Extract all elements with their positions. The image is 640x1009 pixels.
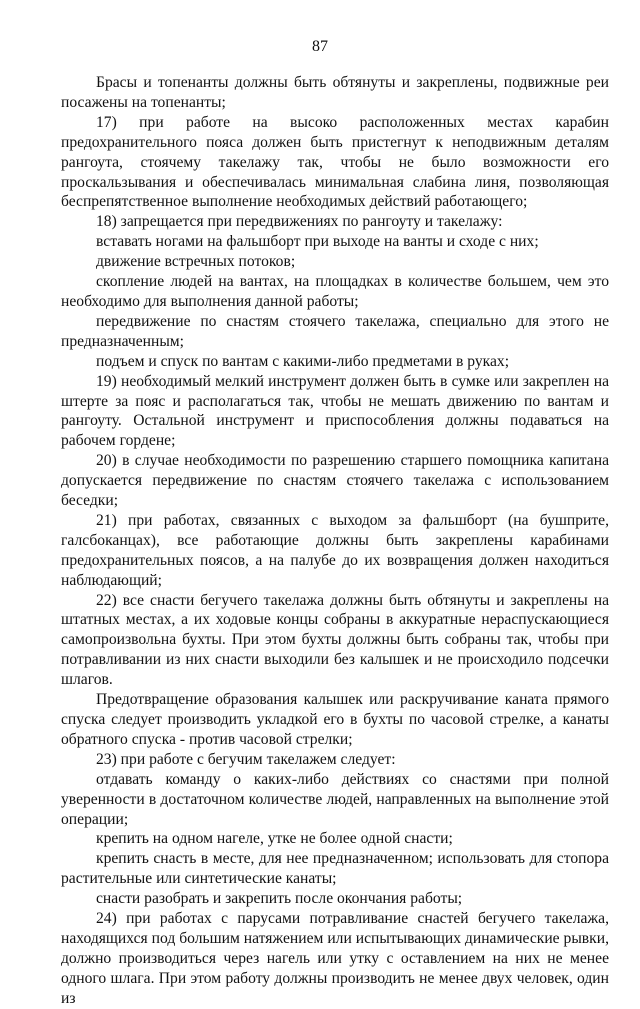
page-number: 87: [312, 38, 328, 55]
body-text: [61, 73, 609, 1009]
paragraph: вставать ногами на фальшборт при выходе на ванты и сходе с них;: [96, 233, 539, 251]
paragraph: 19) необходимый мелкий инструмент должен быть в сумке или закреплен на штерте за пояс и располагаться так, чтобы не мешать движению по вантам и рангоуту. Остальной инструмент и приспособления должны подаваться на рабочем гордене;: [61, 372, 609, 450]
paragraph: 18) запрещается при передвижениях по рангоуту и такелажу:: [96, 213, 503, 231]
paragraph: крепить снасть в месте, для нее предназначенном; использовать для стопора растительные или синтетические канаты;: [61, 850, 609, 888]
paragraph: скопление людей на вантах, на площадках в количестве большем, чем это необходимо для выполнения данной работы;: [61, 273, 609, 310]
paragraph: передвижение по снастям стоячего такелажа, специально для этого не предназначенным;: [61, 312, 609, 350]
paragraph: движение встречных потоков;: [96, 253, 296, 271]
paragraph: крепить на одном нагеле, утке не более одной снасти;: [96, 830, 453, 848]
paragraph: отдавать команду о каких-либо действиях со снастями при полной уверенности в достаточном количестве людей, направленных на выполнение этой операции;: [61, 770, 609, 828]
paragraph: подъем и спуск по вантам с какими-либо предметами в руках;: [96, 352, 510, 370]
paragraph: 23) при работе с бегучим такелажем следует:: [96, 750, 396, 768]
paragraph: 22) все снасти бегучего такелажа должны быть обтянуты и закреплены на штатных местах, а их ходовые концы собраны в аккуратные нераспускающиеся самопроизвольна бухты. При этом бухты должны быть собраны так, чтобы при потравливании из них снасти выходили без калышек и не происходило подсечки шлагов.: [61, 591, 609, 689]
paragraph: 21) при работах, связанных с выходом за фальшборт (на бушприте, галсбоканцах), все работающие должны быть закреплены карабинами предохранительных поясов, а на палубе до их возвращения должен находиться наблюдающий;: [61, 511, 609, 589]
paragraph: Брасы и топенанты должны быть обтянуты и закреплены, подвижные реи посажены на топенанты;: [61, 74, 609, 111]
paragraph: 20) в случае необходимости по разрешению старшего помощника капитана допускается передвижение по снастям стоячего такелажа с использованием беседки;: [61, 452, 609, 510]
paragraph: Предотвращение образования калышек или раскручивание каната прямого спуска следует производить укладкой его в бухты по часовой стрелке, а канаты обратного спуска - против часовой стрелки;: [61, 691, 609, 748]
paragraph: 24) при работах с парусами потравливание снастей бегучего такелажа, находящихся под большим натяжением или испытывающих динамические рывки, должно производиться через нагель или утку с оставлением на них не менее одного шлага. При этом работу должны производить не менее двух человек, один из: [61, 910, 609, 1007]
paragraph: снасти разобрать и закрепить после окончания работы;: [96, 890, 463, 908]
paragraph: 17) при работе на высоко расположенных местах карабин предохранительного пояса должен быть пристегнут к неподвижным деталям рангоута, стоячему такелажу так, чтобы не было возможности его проскальзывания и обеспечивалась минимальная слабина линя, позволяющая беспрепятственное выполнение необходимых действий работающего;: [61, 113, 609, 211]
